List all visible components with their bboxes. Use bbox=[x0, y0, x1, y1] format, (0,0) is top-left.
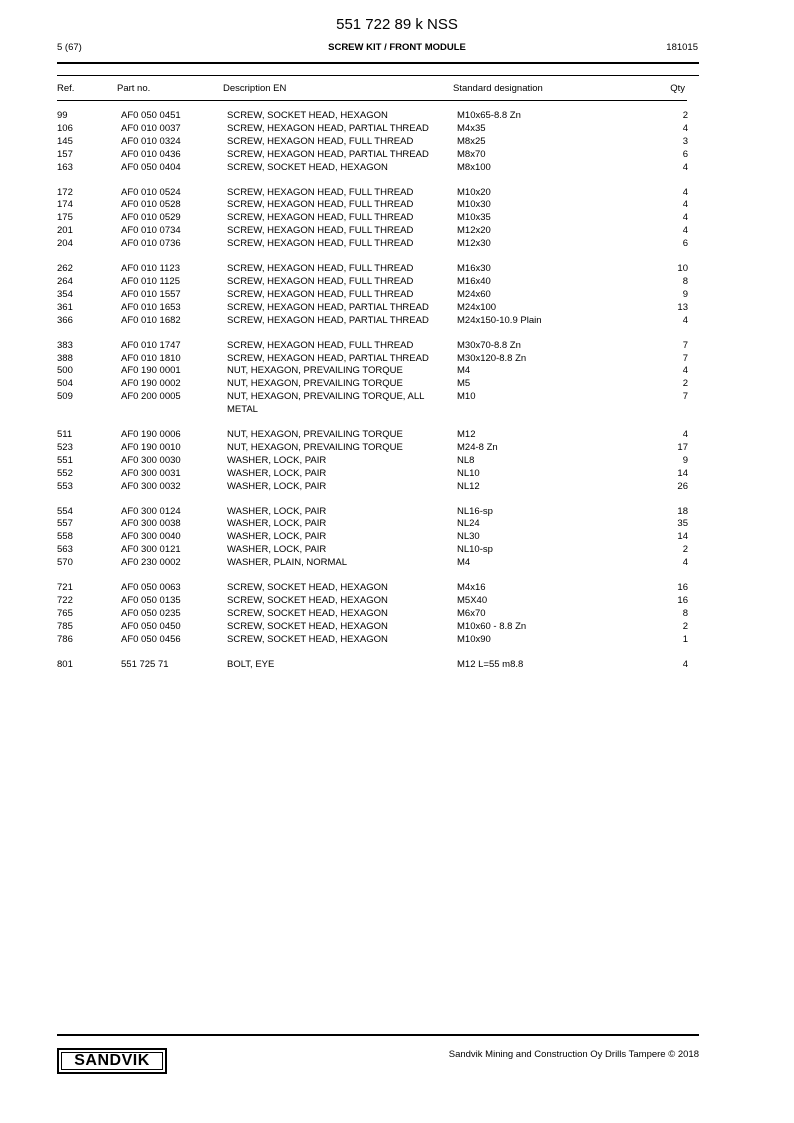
table-row bbox=[0, 123, 794, 136]
qty-cell: 4 bbox=[682, 199, 688, 211]
column-header-standard: Standard designation bbox=[453, 83, 543, 94]
table-row bbox=[0, 162, 794, 175]
ref-cell: 563 bbox=[57, 544, 73, 556]
table-row bbox=[0, 263, 794, 276]
standard-designation-cell: NL12 bbox=[457, 480, 480, 492]
part-number-cell: AF0 010 0528 bbox=[121, 199, 181, 211]
standard-designation-cell: M30x120-8.8 Zn bbox=[457, 352, 527, 364]
description-cell: WASHER, LOCK, PAIR bbox=[227, 531, 327, 543]
ref-cell: 552 bbox=[57, 467, 73, 479]
qty-cell: 4 bbox=[682, 658, 688, 670]
qty-cell: 18 bbox=[677, 505, 688, 517]
ref-cell: 554 bbox=[57, 505, 73, 517]
qty-cell: 35 bbox=[677, 518, 688, 530]
parts-table bbox=[0, 110, 794, 672]
description-cell: SCREW, HEXAGON HEAD, PARTIAL THREAD bbox=[227, 352, 429, 364]
standard-designation-cell: M8x100 bbox=[457, 161, 491, 173]
standard-designation-cell: M6x70 bbox=[457, 607, 486, 619]
ref-cell: 201 bbox=[57, 225, 73, 237]
table-row bbox=[0, 468, 794, 481]
qty-cell: 7 bbox=[682, 352, 688, 364]
description-cell: SCREW, HEXAGON HEAD, FULL THREAD bbox=[227, 186, 414, 198]
ref-cell: 786 bbox=[57, 633, 73, 645]
document-number: 551 722 89 k NSS bbox=[336, 16, 458, 33]
description-cell: SCREW, HEXAGON HEAD, PARTIAL THREAD bbox=[227, 301, 429, 313]
standard-designation-cell: M4x16 bbox=[457, 582, 486, 594]
table-row bbox=[0, 110, 794, 123]
description-cell: NUT, HEXAGON, PREVAILING TORQUE bbox=[227, 441, 403, 453]
part-number-cell: AF0 050 0451 bbox=[121, 110, 181, 121]
standard-designation-cell: NL30 bbox=[457, 531, 480, 543]
footer-divider bbox=[57, 1034, 699, 1036]
standard-designation-cell: M12 L=55 m8.8 bbox=[457, 658, 524, 670]
table-row bbox=[0, 149, 794, 162]
ref-cell: 262 bbox=[57, 263, 73, 275]
ref-cell: 504 bbox=[57, 378, 73, 390]
standard-designation-cell: NL10-sp bbox=[457, 544, 493, 556]
part-number-cell: AF0 230 0002 bbox=[121, 557, 181, 569]
description-cell: SCREW, HEXAGON HEAD, FULL THREAD bbox=[227, 199, 414, 211]
table-row bbox=[0, 276, 794, 289]
table-row bbox=[0, 544, 794, 557]
description-cell: WASHER, LOCK, PAIR bbox=[227, 544, 327, 556]
ref-cell: 509 bbox=[57, 391, 73, 403]
description-cell: SCREW, SOCKET HEAD, HEXAGON bbox=[227, 620, 388, 632]
description-cell: SCREW, SOCKET HEAD, HEXAGON bbox=[227, 607, 388, 619]
qty-cell: 9 bbox=[682, 454, 688, 466]
standard-designation-cell: M5X40 bbox=[457, 595, 488, 606]
qty-cell: 4 bbox=[682, 557, 688, 569]
part-number-cell: AF0 010 1653 bbox=[121, 301, 181, 313]
description-cell: WASHER, PLAIN, NORMAL bbox=[227, 557, 348, 569]
part-number-cell: AF0 010 0529 bbox=[121, 212, 181, 224]
ref-cell: 361 bbox=[57, 301, 73, 313]
part-number-cell: 551 725 71 bbox=[121, 658, 169, 670]
qty-cell: 4 bbox=[682, 186, 688, 198]
qty-cell: 6 bbox=[682, 148, 688, 160]
standard-designation-cell: M8x70 bbox=[457, 148, 486, 160]
ref-cell: 722 bbox=[57, 595, 73, 606]
table-row bbox=[0, 136, 794, 149]
table-row bbox=[0, 353, 794, 366]
table-row bbox=[0, 315, 794, 328]
qty-cell: 4 bbox=[682, 122, 688, 134]
standard-designation-cell: M30x70-8.8 Zn bbox=[457, 339, 521, 351]
description-cell: WASHER, LOCK, PAIR bbox=[227, 480, 327, 492]
part-number-cell: AF0 050 0456 bbox=[121, 633, 181, 645]
qty-cell: 16 bbox=[677, 582, 688, 594]
part-number-cell: AF0 190 0006 bbox=[121, 429, 181, 441]
ref-cell: 264 bbox=[57, 275, 73, 287]
qty-cell: 2 bbox=[682, 544, 688, 556]
qty-cell: 1 bbox=[682, 633, 688, 645]
table-row bbox=[0, 378, 794, 391]
ref-cell: 99 bbox=[57, 110, 68, 121]
part-number-cell: AF0 050 0404 bbox=[121, 161, 181, 173]
table-row bbox=[0, 582, 794, 595]
table-row bbox=[0, 455, 794, 468]
ref-cell: 570 bbox=[57, 557, 73, 569]
description-cell: SCREW, HEXAGON HEAD, PARTIAL THREAD bbox=[227, 148, 429, 160]
ref-cell: 523 bbox=[57, 441, 73, 453]
description-cell: SCREW, HEXAGON HEAD, FULL THREAD bbox=[227, 135, 414, 147]
table-row bbox=[0, 187, 794, 200]
part-number-cell: AF0 010 1123 bbox=[121, 263, 180, 275]
standard-designation-cell: M16x40 bbox=[457, 275, 491, 287]
part-number-cell: AF0 010 1557 bbox=[121, 288, 181, 300]
table-row bbox=[0, 634, 794, 647]
qty-cell: 4 bbox=[682, 429, 688, 441]
description-cell: NUT, HEXAGON, PREVAILING TORQUE bbox=[227, 378, 403, 390]
ref-cell: 366 bbox=[57, 314, 73, 326]
description-cell: SCREW, SOCKET HEAD, HEXAGON bbox=[227, 161, 388, 173]
standard-designation-cell: M4x35 bbox=[457, 122, 486, 134]
table-row bbox=[0, 289, 794, 302]
qty-cell: 17 bbox=[677, 441, 688, 453]
table-header-divider bbox=[57, 100, 687, 101]
part-number-cell: AF0 200 0005 bbox=[121, 391, 181, 403]
table-row bbox=[0, 531, 794, 544]
qty-cell: 4 bbox=[682, 225, 688, 237]
standard-designation-cell: M12x20 bbox=[457, 225, 491, 237]
part-number-cell: AF0 190 0010 bbox=[121, 441, 181, 453]
description-cell: SCREW, HEXAGON HEAD, PARTIAL THREAD bbox=[227, 122, 429, 134]
standard-designation-cell: M10x30 bbox=[457, 199, 491, 211]
description-cell: WASHER, LOCK, PAIR bbox=[227, 467, 327, 479]
qty-cell: 3 bbox=[682, 135, 688, 147]
ref-cell: 163 bbox=[57, 161, 73, 173]
description-cell: SCREW, SOCKET HEAD, HEXAGON bbox=[227, 595, 388, 606]
ref-cell: 785 bbox=[57, 620, 73, 632]
part-number-cell: AF0 300 0038 bbox=[121, 518, 181, 530]
document-subtitle: SCREW KIT / FRONT MODULE bbox=[328, 42, 466, 53]
part-number-cell: AF0 010 0734 bbox=[121, 225, 181, 237]
standard-designation-cell: M10x90 bbox=[457, 633, 491, 645]
part-number-cell: AF0 300 0121 bbox=[121, 544, 181, 556]
table-row bbox=[0, 302, 794, 315]
qty-cell: 14 bbox=[677, 531, 688, 543]
date-code: 181015 bbox=[666, 42, 698, 53]
table-row bbox=[0, 212, 794, 225]
qty-cell: 6 bbox=[682, 238, 688, 250]
qty-cell: 16 bbox=[677, 595, 688, 606]
description-cell: SCREW, HEXAGON HEAD, PARTIAL THREAD bbox=[227, 314, 429, 326]
standard-designation-cell: NL10 bbox=[457, 467, 480, 479]
ref-cell: 721 bbox=[57, 582, 73, 594]
table-row bbox=[0, 506, 794, 519]
qty-cell: 2 bbox=[682, 620, 688, 632]
part-number-cell: AF0 190 0002 bbox=[121, 378, 181, 390]
description-cell: SCREW, SOCKET HEAD, HEXAGON bbox=[227, 110, 388, 121]
part-number-cell: AF0 010 1747 bbox=[121, 339, 181, 351]
part-number-cell: AF0 010 0324 bbox=[121, 135, 181, 147]
ref-cell: 765 bbox=[57, 607, 73, 619]
qty-cell: 10 bbox=[677, 263, 688, 275]
column-header-description: Description EN bbox=[223, 83, 287, 94]
description-cell: SCREW, HEXAGON HEAD, FULL THREAD bbox=[227, 238, 414, 250]
part-number-cell: AF0 050 0063 bbox=[121, 582, 181, 594]
part-number-cell: AF0 010 1810 bbox=[121, 352, 181, 364]
qty-cell: 13 bbox=[677, 301, 688, 313]
part-number-cell: AF0 300 0124 bbox=[121, 505, 181, 517]
description-cell: WASHER, LOCK, PAIR bbox=[227, 505, 327, 517]
table-row bbox=[0, 340, 794, 353]
table-row bbox=[0, 442, 794, 455]
standard-designation-cell: M10x35 bbox=[457, 212, 491, 224]
ref-cell: 557 bbox=[57, 518, 73, 530]
ref-cell: 553 bbox=[57, 480, 73, 492]
qty-cell: 4 bbox=[682, 314, 688, 326]
description-cell: SCREW, SOCKET HEAD, HEXAGON bbox=[227, 582, 388, 594]
ref-cell: 157 bbox=[57, 148, 73, 160]
description-cell: NUT, HEXAGON, PREVAILING TORQUE, ALL METAL bbox=[227, 391, 425, 416]
table-row bbox=[0, 518, 794, 531]
part-number-cell: AF0 010 0436 bbox=[121, 148, 181, 160]
part-number-cell: AF0 190 0001 bbox=[121, 365, 181, 377]
table-row bbox=[0, 595, 794, 608]
description-cell: SCREW, HEXAGON HEAD, FULL THREAD bbox=[227, 288, 414, 300]
ref-cell: 106 bbox=[57, 122, 73, 134]
ref-cell: 511 bbox=[57, 429, 73, 441]
description-cell: WASHER, LOCK, PAIR bbox=[227, 518, 327, 530]
standard-designation-cell: M10x20 bbox=[457, 186, 491, 198]
table-row bbox=[0, 225, 794, 238]
table-row bbox=[0, 481, 794, 494]
standard-designation-cell: M4 bbox=[457, 557, 471, 569]
ref-cell: 354 bbox=[57, 288, 73, 300]
description-cell: WASHER, LOCK, PAIR bbox=[227, 454, 327, 466]
qty-cell: 2 bbox=[682, 110, 688, 121]
standard-designation-cell: M12 bbox=[457, 429, 476, 441]
part-number-cell: AF0 010 1682 bbox=[121, 314, 181, 326]
part-number-cell: AF0 300 0031 bbox=[121, 467, 181, 479]
part-number-cell: AF0 050 0135 bbox=[121, 595, 181, 606]
ref-cell: 145 bbox=[57, 135, 73, 147]
ref-cell: 172 bbox=[57, 186, 73, 198]
description-cell: SCREW, HEXAGON HEAD, FULL THREAD bbox=[227, 275, 414, 287]
qty-cell: 7 bbox=[682, 339, 688, 351]
part-number-cell: AF0 300 0032 bbox=[121, 480, 181, 492]
description-cell: NUT, HEXAGON, PREVAILING TORQUE bbox=[227, 429, 403, 441]
standard-designation-cell: M24-8 Zn bbox=[457, 441, 498, 453]
qty-cell: 7 bbox=[682, 391, 688, 403]
standard-designation-cell: NL16-sp bbox=[457, 505, 493, 517]
standard-designation-cell: M12x30 bbox=[457, 238, 491, 250]
part-number-cell: AF0 050 0450 bbox=[121, 620, 181, 632]
table-row bbox=[0, 608, 794, 621]
ref-cell: 204 bbox=[57, 238, 73, 250]
standard-designation-cell: M24x60 bbox=[457, 288, 491, 300]
part-number-cell: AF0 050 0235 bbox=[121, 607, 181, 619]
part-number-cell: AF0 010 1125 bbox=[121, 275, 180, 287]
table-row bbox=[0, 238, 794, 251]
standard-designation-cell: M10 bbox=[457, 391, 476, 403]
description-cell: SCREW, SOCKET HEAD, HEXAGON bbox=[227, 633, 388, 645]
part-number-cell: AF0 010 0524 bbox=[121, 186, 181, 198]
header-divider bbox=[57, 62, 699, 64]
standard-designation-cell: M16x30 bbox=[457, 263, 491, 275]
sandvik-logo bbox=[57, 1048, 167, 1074]
qty-cell: 8 bbox=[682, 275, 688, 287]
standard-designation-cell: M5 bbox=[457, 378, 471, 390]
ref-cell: 388 bbox=[57, 352, 73, 364]
standard-designation-cell: M10x60 - 8.8 Zn bbox=[457, 620, 527, 632]
part-number-cell: AF0 300 0040 bbox=[121, 531, 181, 543]
table-row bbox=[0, 621, 794, 634]
table-row bbox=[0, 391, 794, 417]
qty-cell: 14 bbox=[677, 467, 688, 479]
part-number-cell: AF0 300 0030 bbox=[121, 454, 181, 466]
standard-designation-cell: M8x25 bbox=[457, 135, 486, 147]
table-row bbox=[0, 199, 794, 212]
standard-designation-cell: M4 bbox=[457, 365, 471, 377]
qty-cell: 4 bbox=[682, 365, 688, 377]
qty-cell: 4 bbox=[682, 212, 688, 224]
description-cell: SCREW, HEXAGON HEAD, FULL THREAD bbox=[227, 263, 414, 275]
description-cell: BOLT, EYE bbox=[227, 658, 275, 670]
table-row bbox=[0, 557, 794, 570]
qty-cell: 2 bbox=[682, 378, 688, 390]
copyright-text: Sandvik Mining and Construction Oy Drills Tampere © 2018 bbox=[448, 1049, 699, 1060]
qty-cell: 8 bbox=[682, 607, 688, 619]
qty-cell: 26 bbox=[677, 480, 688, 492]
standard-designation-cell: NL24 bbox=[457, 518, 480, 530]
column-header-qty: Qty bbox=[670, 83, 685, 94]
description-cell: SCREW, HEXAGON HEAD, FULL THREAD bbox=[227, 339, 414, 351]
standard-designation-cell: M24x100 bbox=[457, 301, 497, 313]
table-row bbox=[0, 659, 794, 672]
standard-designation-cell: NL8 bbox=[457, 454, 475, 466]
ref-cell: 558 bbox=[57, 531, 73, 543]
header-divider-thin bbox=[57, 75, 699, 76]
page-indicator: 5 (67) bbox=[57, 42, 82, 53]
ref-cell: 801 bbox=[57, 658, 73, 670]
qty-cell: 4 bbox=[682, 161, 688, 173]
column-header-part-no: Part no. bbox=[117, 83, 151, 94]
qty-cell: 9 bbox=[682, 288, 688, 300]
table-row bbox=[0, 365, 794, 378]
description-cell: SCREW, HEXAGON HEAD, FULL THREAD bbox=[227, 225, 414, 237]
ref-cell: 175 bbox=[57, 212, 73, 224]
logo-text: SANDVIK bbox=[61, 1052, 163, 1070]
description-cell: SCREW, HEXAGON HEAD, FULL THREAD bbox=[227, 212, 414, 224]
column-header-ref: Ref. bbox=[57, 83, 75, 94]
part-number-cell: AF0 010 0037 bbox=[121, 122, 181, 134]
ref-cell: 383 bbox=[57, 339, 73, 351]
description-cell: NUT, HEXAGON, PREVAILING TORQUE bbox=[227, 365, 403, 377]
part-number-cell: AF0 010 0736 bbox=[121, 238, 181, 250]
standard-designation-cell: M10x65-8.8 Zn bbox=[457, 110, 521, 121]
ref-cell: 551 bbox=[57, 454, 73, 466]
table-row bbox=[0, 429, 794, 442]
ref-cell: 500 bbox=[57, 365, 73, 377]
ref-cell: 174 bbox=[57, 199, 73, 211]
standard-designation-cell: M24x150-10.9 Plain bbox=[457, 314, 542, 326]
